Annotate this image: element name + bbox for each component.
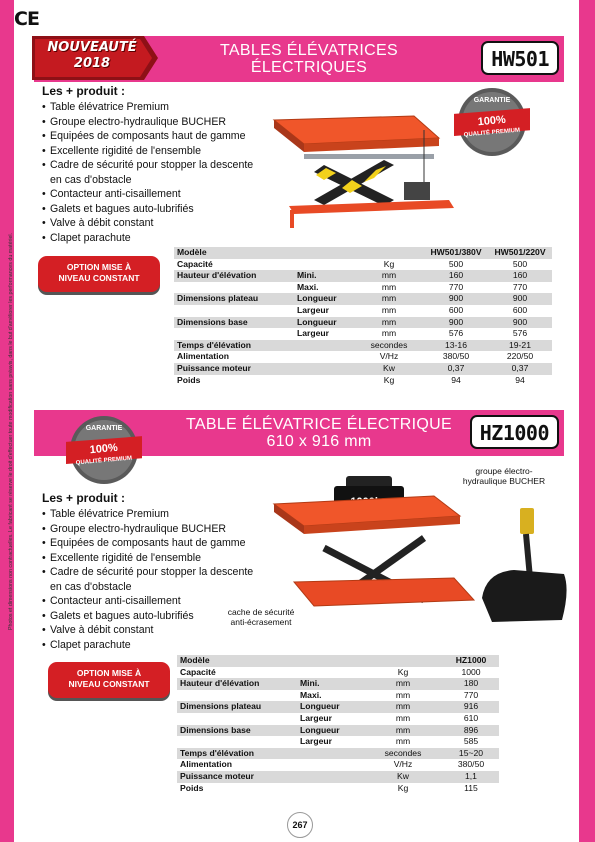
table-cell: 94 <box>488 375 552 387</box>
table-row <box>177 736 499 748</box>
table-row <box>177 725 499 737</box>
side-disclaimer <box>8 110 20 630</box>
table-cell: 770 <box>488 282 552 294</box>
table-row <box>174 328 552 340</box>
product1-features-title: Les + produit : <box>42 84 126 98</box>
list-item <box>42 115 292 130</box>
table-cell: mm <box>354 305 424 317</box>
table-row <box>177 748 499 760</box>
table-row <box>177 771 499 783</box>
table-row <box>174 282 552 294</box>
table-cell: 15~20 <box>443 748 499 760</box>
table-cell: mm <box>354 282 424 294</box>
table-cell: 585 <box>443 736 499 748</box>
table-cell: mm <box>354 317 424 329</box>
table-cell: Dimensions base <box>174 317 294 329</box>
product2-model-code: HZ1000 <box>470 415 559 449</box>
callout-safety-frame-line1: cache de sécurité <box>227 607 295 617</box>
list-item <box>42 158 292 187</box>
table-cell: Kg <box>363 783 443 795</box>
feature-continuation: en cas d'obstacle <box>50 580 132 593</box>
table-cell <box>174 305 294 317</box>
feature-text: Groupe electro-hydraulique BUCHER <box>50 115 227 128</box>
table-cell: V/Hz <box>354 351 424 363</box>
feature-text: Contacteur anti-cisaillement <box>50 595 181 607</box>
table-cell: mm <box>354 293 424 305</box>
table-cell: mm <box>354 328 424 340</box>
table-cell: 900 <box>424 317 488 329</box>
table-cell: HW501/380V <box>424 247 488 259</box>
feature-text: Valve à débit constant <box>50 624 154 636</box>
option-line1: OPTION MISE À <box>76 668 142 678</box>
product1-title-line2: ÉLECTRIQUES <box>250 59 368 76</box>
table-cell <box>294 351 354 363</box>
table-cell: Alimentation <box>174 351 294 363</box>
product2-spec-table <box>177 655 499 794</box>
table-header-row <box>174 247 552 259</box>
table-cell: Dimensions plateau <box>174 293 294 305</box>
table-cell <box>297 748 363 760</box>
nouveaute-line2: 2018 <box>73 56 111 71</box>
table-cell: 220/50 <box>488 351 552 363</box>
catalog-page <box>8 0 579 842</box>
table-cell: 896 <box>443 725 499 737</box>
product1-option-badge <box>38 256 160 292</box>
list-item <box>42 216 292 231</box>
page-number: 267 <box>287 812 313 838</box>
feature-text: Cadre de sécurité pour stopper la descente <box>50 159 254 171</box>
table-cell: Longueur <box>294 293 354 305</box>
table-cell: Largeur <box>294 305 354 317</box>
table-cell: 900 <box>424 293 488 305</box>
table-cell: Modèle <box>174 247 294 259</box>
table-cell: Poids <box>177 783 297 795</box>
product2-features <box>42 491 292 652</box>
table-cell: Kg <box>354 375 424 387</box>
table-cell <box>297 783 363 795</box>
table-cell: Temps d'élévation <box>177 748 297 760</box>
feature-continuation: en cas d'obstacle <box>50 173 132 186</box>
list-item <box>42 187 292 202</box>
table-cell <box>177 713 297 725</box>
table-cell: Capacité <box>177 667 297 679</box>
product1-quality-seal <box>454 84 530 160</box>
product1-spec-table <box>174 247 552 386</box>
nouveaute-text <box>38 40 146 72</box>
product2-title-line2: 610 x 916 mm <box>266 433 372 450</box>
feature-text: Clapet parachute <box>50 638 131 651</box>
table-row <box>177 667 499 679</box>
table-cell <box>177 690 297 702</box>
table-cell: 94 <box>424 375 488 387</box>
feature-text: Equipées de composants haut de gamme <box>50 537 246 549</box>
list-item <box>42 507 292 522</box>
table-row <box>174 270 552 282</box>
table-cell: HZ1000 <box>443 655 499 667</box>
table-cell <box>177 736 297 748</box>
ce-mark: CE <box>14 8 39 30</box>
product2-lift-table-image <box>264 470 574 630</box>
nouveaute-badge <box>32 34 160 82</box>
table-cell: mm <box>363 678 443 690</box>
list-item <box>42 100 292 115</box>
table-cell: HW501/220V <box>488 247 552 259</box>
seal-top-text: GARANTIE <box>473 97 511 104</box>
table-cell: mm <box>363 725 443 737</box>
feature-text: Cadre de sécurité pour stopper la descente <box>50 566 254 578</box>
table-row <box>174 363 552 375</box>
table-row <box>177 690 499 702</box>
list-item <box>42 231 292 246</box>
product2-features-title: Les + produit : <box>42 491 126 505</box>
table-cell <box>174 282 294 294</box>
table-cell: 500 <box>424 259 488 271</box>
table-header-row <box>177 655 499 667</box>
table-cell <box>297 655 363 667</box>
table-cell: 576 <box>424 328 488 340</box>
table-cell: 770 <box>443 690 499 702</box>
table-row <box>174 293 552 305</box>
product2-quality-seal <box>66 412 142 488</box>
table-cell: Mini. <box>297 678 363 690</box>
product1-title-line1: TABLES ÉLÉVATRICES <box>220 42 398 59</box>
feature-text: Clapet parachute <box>50 231 131 244</box>
table-cell: Dimensions base <box>177 725 297 737</box>
product2-title <box>174 416 464 450</box>
seal-pct-text: 100% <box>89 441 119 457</box>
table-cell: Largeur <box>294 328 354 340</box>
option-line2: NIVEAU CONSTANT <box>58 273 140 283</box>
table-cell: 160 <box>424 270 488 282</box>
table-row <box>177 759 499 771</box>
callout-safety-frame-line2: anti-écrasement <box>230 617 292 627</box>
feature-text: Table élévatrice Premium <box>50 101 169 113</box>
table-cell: Kg <box>354 259 424 271</box>
side-disclaimer-text: Photos et dimensions non contractuelles. Le fabricant se réserve le droit d'effectuer toute modification sans préavis, dans le but d'améliorer les performances du matériel. <box>8 232 14 630</box>
list-item <box>42 522 292 537</box>
seal-top-text: GARANTIE <box>85 425 123 432</box>
table-cell: 1000 <box>443 667 499 679</box>
list-item <box>42 144 292 159</box>
table-cell: Puissance moteur <box>177 771 297 783</box>
table-cell <box>294 247 354 259</box>
seal-bottom-text: QUALITÉ PREMIUM <box>75 455 133 467</box>
feature-text: Galets et bagues auto-lubrifiés <box>50 609 194 622</box>
table-cell: 576 <box>488 328 552 340</box>
product2-title-line1: TABLE ÉLÉVATRICE ÉLECTRIQUE <box>186 416 452 433</box>
table-cell <box>297 667 363 679</box>
product1-model-code: HW501 <box>481 41 559 75</box>
table-cell: Alimentation <box>177 759 297 771</box>
list-item <box>42 565 292 594</box>
feature-text: Galets et bagues auto-lubrifiés <box>50 202 194 215</box>
table-cell: 180 <box>443 678 499 690</box>
table-cell <box>363 655 443 667</box>
table-cell: mm <box>363 736 443 748</box>
table-cell: 1,1 <box>443 771 499 783</box>
table-cell <box>174 328 294 340</box>
nouveaute-line1: NOUVEAUTÉ <box>47 40 137 55</box>
product2-option-badge <box>48 662 170 698</box>
table-row <box>177 701 499 713</box>
feature-text: Contacteur anti-cisaillement <box>50 188 181 200</box>
product1-feature-list <box>42 100 292 245</box>
table-cell <box>294 259 354 271</box>
table-cell: secondes <box>363 748 443 760</box>
feature-text: Excellente rigidité de l'ensemble <box>50 144 202 157</box>
table-cell <box>297 771 363 783</box>
table-cell <box>294 340 354 352</box>
table-cell <box>294 363 354 375</box>
feature-text: Valve à débit constant <box>50 217 154 229</box>
table-cell: V/Hz <box>363 759 443 771</box>
feature-text: Excellente rigidité de l'ensemble <box>50 551 202 564</box>
table-cell <box>354 247 424 259</box>
callout-hydraulic-group: groupe électro-hydraulique BUCHER <box>462 466 546 486</box>
table-cell: 900 <box>488 317 552 329</box>
table-cell: Kg <box>363 667 443 679</box>
table-row <box>174 259 552 271</box>
callout-safety-frame <box>214 607 308 627</box>
table-cell: 600 <box>488 305 552 317</box>
table-cell <box>297 759 363 771</box>
product1-title <box>184 42 434 76</box>
table-cell: mm <box>363 701 443 713</box>
list-item <box>42 551 292 566</box>
table-cell: 900 <box>488 293 552 305</box>
table-row <box>174 305 552 317</box>
seal-pct-text: 100% <box>477 113 507 129</box>
table-row <box>177 713 499 725</box>
table-cell: Largeur <box>297 713 363 725</box>
table-cell: 600 <box>424 305 488 317</box>
table-cell: 115 <box>443 783 499 795</box>
table-cell: Hauteur d'élévation <box>177 678 297 690</box>
table-cell: 770 <box>424 282 488 294</box>
option-line2: NIVEAU CONSTANT <box>68 679 150 689</box>
table-cell: secondes <box>354 340 424 352</box>
table-cell: Kw <box>363 771 443 783</box>
table-cell: Maxi. <box>294 282 354 294</box>
table-cell: 500 <box>488 259 552 271</box>
table-cell: 13-16 <box>424 340 488 352</box>
table-cell: Modèle <box>177 655 297 667</box>
table-cell: Longueur <box>294 317 354 329</box>
table-cell: Longueur <box>297 701 363 713</box>
seal-bottom-text: QUALITÉ PREMIUM <box>463 127 521 139</box>
table-row <box>177 783 499 795</box>
table-cell: 160 <box>488 270 552 282</box>
feature-text: Groupe electro-hydraulique BUCHER <box>50 522 227 535</box>
list-item <box>42 638 292 653</box>
table-row <box>177 678 499 690</box>
table-cell: mm <box>363 713 443 725</box>
table-cell: Temps d'élévation <box>174 340 294 352</box>
feature-text: Table élévatrice Premium <box>50 508 169 520</box>
option-line1: OPTION MISE À <box>66 262 132 272</box>
table-cell: Largeur <box>297 736 363 748</box>
table-cell: 610 <box>443 713 499 725</box>
product1-features <box>42 84 292 245</box>
table-cell: mm <box>363 690 443 702</box>
table-cell: Dimensions plateau <box>177 701 297 713</box>
table-cell: 0,37 <box>424 363 488 375</box>
table-row <box>174 340 552 352</box>
table-cell: Longueur <box>297 725 363 737</box>
table-cell: Mini. <box>294 270 354 282</box>
list-item <box>42 536 292 551</box>
table-cell <box>294 375 354 387</box>
table-row <box>174 351 552 363</box>
table-cell: 380/50 <box>443 759 499 771</box>
table-cell: 19-21 <box>488 340 552 352</box>
table-cell: 380/50 <box>424 351 488 363</box>
table-cell: Poids <box>174 375 294 387</box>
table-cell: Capacité <box>174 259 294 271</box>
product1-lift-table-image <box>264 110 464 240</box>
table-cell: Hauteur d'élévation <box>174 270 294 282</box>
feature-text: Equipées de composants haut de gamme <box>50 130 246 142</box>
table-row <box>174 375 552 387</box>
table-cell: Puissance moteur <box>174 363 294 375</box>
table-row <box>174 317 552 329</box>
list-item <box>42 129 292 144</box>
list-item <box>42 202 292 217</box>
product2-feature-list <box>42 507 292 652</box>
table-cell: mm <box>354 270 424 282</box>
table-cell: Kw <box>354 363 424 375</box>
table-cell: 0,37 <box>488 363 552 375</box>
table-cell: Maxi. <box>297 690 363 702</box>
table-cell: 916 <box>443 701 499 713</box>
